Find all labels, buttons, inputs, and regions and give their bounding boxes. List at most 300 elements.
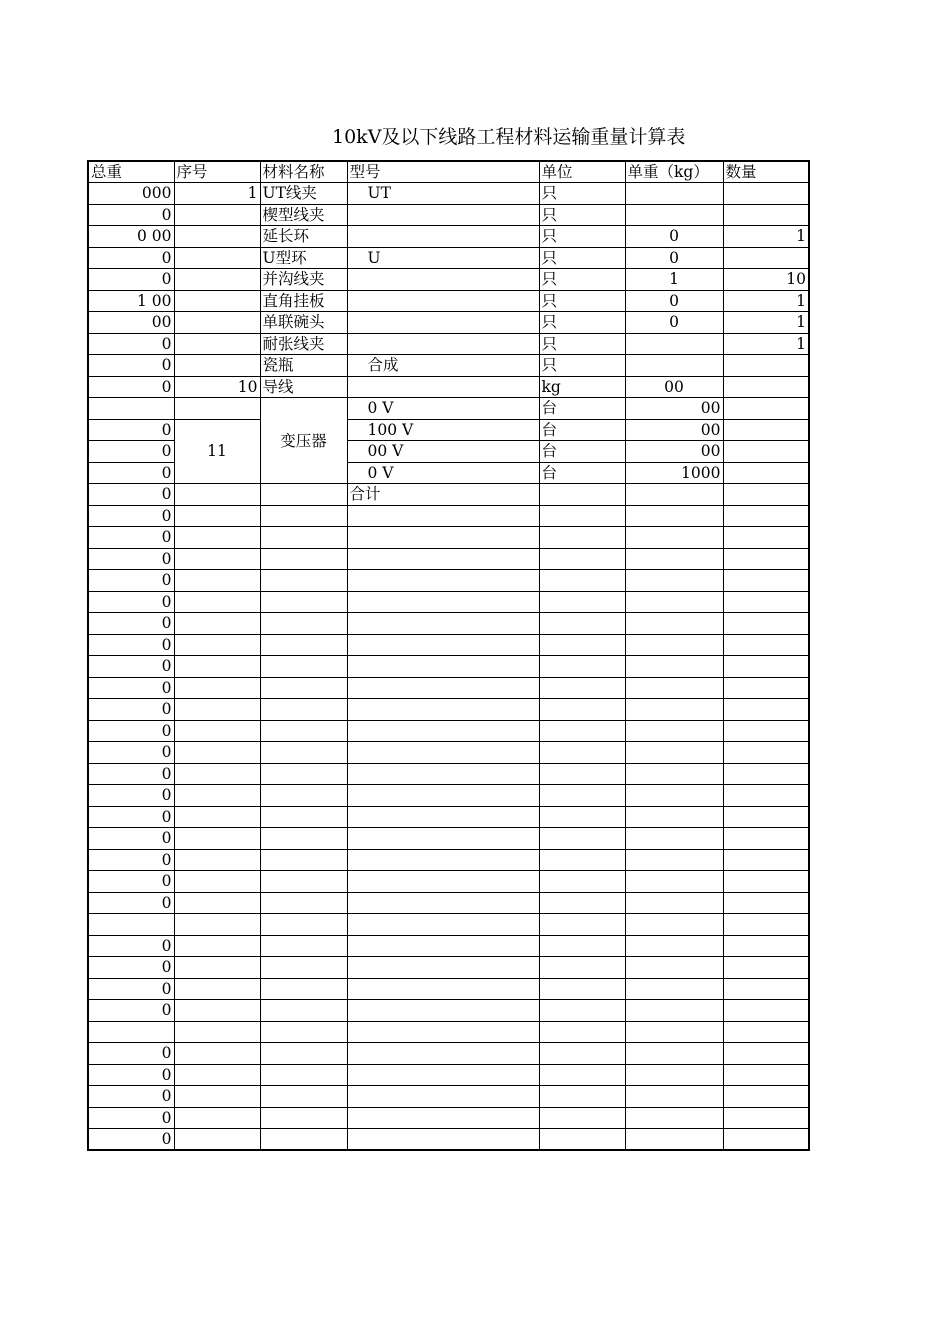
cell-total-weight[interactable]: 0: [88, 957, 174, 979]
cell-unit[interactable]: 只: [539, 333, 625, 355]
cell-empty[interactable]: [260, 656, 347, 678]
cell-total-weight[interactable]: 0: [88, 1000, 174, 1022]
cell-empty[interactable]: [347, 1064, 539, 1086]
cell-empty[interactable]: [723, 892, 809, 914]
cell-empty[interactable]: [539, 505, 625, 527]
cell-unit-weight[interactable]: 1000: [625, 462, 723, 484]
cell-model[interactable]: U: [347, 247, 539, 269]
cell-empty[interactable]: [174, 613, 260, 635]
cell-empty[interactable]: [347, 785, 539, 807]
cell-unit-weight[interactable]: 0: [625, 247, 723, 269]
cell-empty[interactable]: [539, 892, 625, 914]
cell-empty[interactable]: [174, 957, 260, 979]
cell-empty[interactable]: [539, 957, 625, 979]
cell-material-name[interactable]: 楔型线夹: [260, 204, 347, 226]
cell-quantity[interactable]: [723, 462, 809, 484]
cell-unit[interactable]: 台: [539, 441, 625, 463]
cell-model[interactable]: UT: [347, 183, 539, 205]
cell-empty[interactable]: [174, 935, 260, 957]
cell-total-weight[interactable]: 0: [88, 763, 174, 785]
cell-empty[interactable]: [723, 677, 809, 699]
cell-empty[interactable]: [723, 699, 809, 721]
cell-seq[interactable]: [174, 312, 260, 334]
cell-empty[interactable]: [539, 763, 625, 785]
cell-empty[interactable]: [723, 978, 809, 1000]
cell-empty[interactable]: [625, 570, 723, 592]
cell-empty[interactable]: [260, 1129, 347, 1151]
cell-total-weight[interactable]: 0: [88, 1064, 174, 1086]
cell-empty[interactable]: [723, 720, 809, 742]
cell-empty[interactable]: [539, 527, 625, 549]
cell-empty[interactable]: [174, 806, 260, 828]
cell-quantity[interactable]: 1: [723, 290, 809, 312]
cell-empty[interactable]: [723, 806, 809, 828]
cell-empty[interactable]: [260, 613, 347, 635]
cell-empty[interactable]: [539, 1021, 625, 1043]
cell-seq[interactable]: [174, 333, 260, 355]
cell-empty[interactable]: [539, 1086, 625, 1108]
cell-empty[interactable]: [625, 828, 723, 850]
cell-empty[interactable]: [625, 935, 723, 957]
cell-empty[interactable]: [260, 935, 347, 957]
cell-empty[interactable]: [347, 677, 539, 699]
cell-model[interactable]: [347, 226, 539, 248]
cell-empty[interactable]: [174, 1021, 260, 1043]
cell-empty[interactable]: [625, 978, 723, 1000]
cell-total-weight[interactable]: [88, 914, 174, 936]
cell-empty[interactable]: [625, 613, 723, 635]
cell-empty[interactable]: [260, 677, 347, 699]
cell-total-weight[interactable]: 0: [88, 1043, 174, 1065]
cell-empty[interactable]: [174, 720, 260, 742]
cell-empty[interactable]: [625, 1129, 723, 1151]
cell-empty[interactable]: [723, 1086, 809, 1108]
cell-empty[interactable]: [174, 1000, 260, 1022]
cell-empty[interactable]: [539, 978, 625, 1000]
cell-empty[interactable]: [347, 935, 539, 957]
cell-empty[interactable]: [174, 591, 260, 613]
cell-quantity[interactable]: 1: [723, 333, 809, 355]
cell-unit[interactable]: 只: [539, 290, 625, 312]
cell-empty[interactable]: [539, 656, 625, 678]
cell-unit-weight[interactable]: [625, 333, 723, 355]
cell-empty[interactable]: [347, 1021, 539, 1043]
cell-total-weight[interactable]: [88, 1021, 174, 1043]
cell-model[interactable]: [347, 269, 539, 291]
cell-material-name[interactable]: 耐张线夹: [260, 333, 347, 355]
cell-empty[interactable]: [539, 548, 625, 570]
cell-total-weight[interactable]: 0: [88, 1129, 174, 1151]
cell-empty[interactable]: [625, 1086, 723, 1108]
cell-empty[interactable]: [347, 548, 539, 570]
cell-quantity[interactable]: 1: [723, 226, 809, 248]
cell-unit-weight[interactable]: 00: [625, 419, 723, 441]
cell-empty[interactable]: [539, 871, 625, 893]
cell-empty[interactable]: [260, 570, 347, 592]
cell-unit[interactable]: 只: [539, 355, 625, 377]
cell-empty[interactable]: [174, 742, 260, 764]
cell-empty[interactable]: [174, 548, 260, 570]
cell-empty[interactable]: [174, 656, 260, 678]
cell-empty[interactable]: [723, 656, 809, 678]
cell-empty[interactable]: [723, 914, 809, 936]
cell-empty[interactable]: [260, 699, 347, 721]
cell-total-weight[interactable]: 0: [88, 419, 174, 441]
cell-empty[interactable]: [347, 978, 539, 1000]
cell-unit[interactable]: 台: [539, 398, 625, 420]
cell-model[interactable]: [347, 204, 539, 226]
cell-empty[interactable]: [625, 957, 723, 979]
cell-empty[interactable]: [539, 484, 625, 506]
cell-empty[interactable]: [539, 1129, 625, 1151]
cell-unit-weight[interactable]: [625, 204, 723, 226]
cell-total-weight[interactable]: 0: [88, 333, 174, 355]
cell-unit-weight[interactable]: 00: [625, 441, 723, 463]
cell-seq-transformer[interactable]: 11: [174, 419, 260, 484]
cell-empty[interactable]: [260, 892, 347, 914]
cell-empty[interactable]: [347, 806, 539, 828]
cell-empty[interactable]: [539, 914, 625, 936]
cell-empty[interactable]: [723, 1021, 809, 1043]
cell-total-weight[interactable]: 0: [88, 355, 174, 377]
cell-empty[interactable]: [539, 699, 625, 721]
cell-total-weight[interactable]: 0: [88, 871, 174, 893]
cell-empty[interactable]: [625, 871, 723, 893]
cell-unit-weight[interactable]: 1: [625, 269, 723, 291]
cell-empty[interactable]: [347, 591, 539, 613]
cell-empty[interactable]: [539, 570, 625, 592]
cell-empty[interactable]: [625, 527, 723, 549]
cell-empty[interactable]: [347, 892, 539, 914]
cell-empty[interactable]: [260, 1107, 347, 1129]
cell-total-weight[interactable]: 0: [88, 720, 174, 742]
cell-empty[interactable]: [174, 1107, 260, 1129]
cell-empty[interactable]: [625, 677, 723, 699]
cell-empty[interactable]: [625, 849, 723, 871]
cell-empty[interactable]: [625, 548, 723, 570]
cell-empty[interactable]: [174, 763, 260, 785]
cell-empty[interactable]: [174, 828, 260, 850]
cell-empty[interactable]: [625, 806, 723, 828]
cell-empty[interactable]: [347, 1129, 539, 1151]
cell-unit[interactable]: 只: [539, 312, 625, 334]
cell-material-name[interactable]: 导线: [260, 376, 347, 398]
cell-empty[interactable]: [260, 634, 347, 656]
cell-seq[interactable]: [174, 226, 260, 248]
cell-total-weight[interactable]: 0: [88, 527, 174, 549]
cell-total-weight[interactable]: 0: [88, 806, 174, 828]
cell-empty[interactable]: [174, 1129, 260, 1151]
cell-model[interactable]: [347, 312, 539, 334]
cell-empty[interactable]: [625, 699, 723, 721]
cell-empty[interactable]: [723, 527, 809, 549]
cell-empty[interactable]: [539, 785, 625, 807]
cell-quantity[interactable]: [723, 376, 809, 398]
cell-empty[interactable]: [625, 1107, 723, 1129]
cell-empty[interactable]: [539, 1000, 625, 1022]
cell-material-name[interactable]: 并沟线夹: [260, 269, 347, 291]
cell-empty[interactable]: [723, 1107, 809, 1129]
cell-model[interactable]: 100 V: [347, 419, 539, 441]
cell-quantity[interactable]: 1: [723, 312, 809, 334]
cell-material-name-transformer[interactable]: 变压器: [260, 398, 347, 484]
cell-empty[interactable]: [625, 1021, 723, 1043]
cell-total-weight[interactable]: [88, 398, 174, 420]
cell-total-weight[interactable]: 0: [88, 462, 174, 484]
cell-model[interactable]: 0 V: [347, 398, 539, 420]
cell-total-weight[interactable]: 0: [88, 247, 174, 269]
cell-empty[interactable]: [625, 1064, 723, 1086]
cell-empty[interactable]: [539, 806, 625, 828]
cell-model[interactable]: [347, 290, 539, 312]
cell-empty[interactable]: [347, 656, 539, 678]
cell-unit[interactable]: 只: [539, 269, 625, 291]
cell-empty[interactable]: [347, 1107, 539, 1129]
cell-total-weight[interactable]: 0: [88, 591, 174, 613]
cell-model[interactable]: 00 V: [347, 441, 539, 463]
cell-empty[interactable]: [723, 1064, 809, 1086]
cell-empty[interactable]: [625, 1000, 723, 1022]
cell-empty[interactable]: [625, 634, 723, 656]
cell-quantity[interactable]: [723, 247, 809, 269]
cell-empty[interactable]: [723, 935, 809, 957]
cell-empty[interactable]: [260, 1086, 347, 1108]
cell-empty[interactable]: [174, 978, 260, 1000]
cell-total-weight[interactable]: 0: [88, 656, 174, 678]
cell-empty[interactable]: [347, 957, 539, 979]
cell-empty[interactable]: [347, 828, 539, 850]
cell-empty[interactable]: [723, 849, 809, 871]
cell-empty[interactable]: [174, 1086, 260, 1108]
cell-empty[interactable]: [723, 634, 809, 656]
cell-empty[interactable]: [260, 978, 347, 1000]
cell-empty[interactable]: [174, 914, 260, 936]
cell-quantity[interactable]: [723, 183, 809, 205]
cell-empty[interactable]: [260, 1043, 347, 1065]
cell-empty[interactable]: [723, 871, 809, 893]
cell-empty[interactable]: [723, 484, 809, 506]
cell-empty[interactable]: [723, 957, 809, 979]
cell-empty[interactable]: [260, 1000, 347, 1022]
cell-empty[interactable]: [723, 591, 809, 613]
cell-empty[interactable]: [539, 613, 625, 635]
cell-empty[interactable]: [260, 849, 347, 871]
cell-empty[interactable]: [260, 828, 347, 850]
cell-material-name[interactable]: [260, 484, 347, 506]
cell-empty[interactable]: [539, 1043, 625, 1065]
cell-empty[interactable]: [174, 785, 260, 807]
cell-empty[interactable]: [723, 570, 809, 592]
cell-total-weight[interactable]: 0: [88, 505, 174, 527]
cell-empty[interactable]: [347, 527, 539, 549]
cell-empty[interactable]: [260, 785, 347, 807]
cell-total-weight[interactable]: 1 00: [88, 290, 174, 312]
cell-empty[interactable]: [625, 914, 723, 936]
cell-empty[interactable]: [174, 570, 260, 592]
cell-unit[interactable]: 只: [539, 204, 625, 226]
cell-empty[interactable]: [174, 527, 260, 549]
cell-model[interactable]: [347, 333, 539, 355]
cell-empty[interactable]: [260, 914, 347, 936]
cell-empty[interactable]: [260, 742, 347, 764]
cell-total-weight[interactable]: 0: [88, 677, 174, 699]
cell-empty[interactable]: [347, 699, 539, 721]
cell-empty[interactable]: [539, 1107, 625, 1129]
cell-empty[interactable]: [347, 849, 539, 871]
cell-empty[interactable]: [625, 484, 723, 506]
cell-empty[interactable]: [723, 1000, 809, 1022]
cell-empty[interactable]: [347, 505, 539, 527]
cell-total-weight[interactable]: 0: [88, 376, 174, 398]
cell-seq[interactable]: [174, 269, 260, 291]
cell-unit-weight[interactable]: 00: [625, 398, 723, 420]
cell-material-name[interactable]: 延长环: [260, 226, 347, 248]
cell-empty[interactable]: [260, 720, 347, 742]
cell-material-name[interactable]: U型环: [260, 247, 347, 269]
cell-empty[interactable]: [174, 849, 260, 871]
cell-total-weight[interactable]: 0: [88, 441, 174, 463]
cell-empty[interactable]: [174, 677, 260, 699]
cell-material-name[interactable]: 单联碗头: [260, 312, 347, 334]
cell-empty[interactable]: [260, 871, 347, 893]
cell-total-weight[interactable]: 0: [88, 828, 174, 850]
cell-seq[interactable]: 1: [174, 183, 260, 205]
cell-quantity[interactable]: [723, 355, 809, 377]
cell-empty[interactable]: [347, 1043, 539, 1065]
cell-empty[interactable]: [539, 1064, 625, 1086]
cell-unit[interactable]: 台: [539, 462, 625, 484]
cell-empty[interactable]: [260, 1021, 347, 1043]
cell-empty[interactable]: [347, 871, 539, 893]
cell-empty[interactable]: [174, 1064, 260, 1086]
cell-quantity[interactable]: [723, 441, 809, 463]
cell-total-label[interactable]: 合计: [347, 484, 539, 506]
cell-empty[interactable]: [260, 591, 347, 613]
cell-total-weight[interactable]: 0: [88, 570, 174, 592]
cell-empty[interactable]: [625, 742, 723, 764]
cell-unit-weight[interactable]: 0: [625, 312, 723, 334]
cell-unit-weight[interactable]: [625, 183, 723, 205]
cell-total-weight[interactable]: 0: [88, 892, 174, 914]
cell-empty[interactable]: [260, 763, 347, 785]
cell-empty[interactable]: [723, 763, 809, 785]
cell-model[interactable]: [347, 376, 539, 398]
cell-material-name[interactable]: 瓷瓶: [260, 355, 347, 377]
cell-total-weight[interactable]: 0: [88, 785, 174, 807]
cell-empty[interactable]: [539, 677, 625, 699]
cell-empty[interactable]: [174, 505, 260, 527]
cell-empty[interactable]: [625, 1043, 723, 1065]
cell-seq[interactable]: [174, 484, 260, 506]
cell-empty[interactable]: [723, 613, 809, 635]
cell-empty[interactable]: [625, 591, 723, 613]
cell-empty[interactable]: [539, 591, 625, 613]
cell-total-weight[interactable]: 0: [88, 484, 174, 506]
cell-empty[interactable]: [260, 806, 347, 828]
cell-empty[interactable]: [174, 1043, 260, 1065]
cell-unit-weight[interactable]: 0: [625, 226, 723, 248]
cell-empty[interactable]: [625, 892, 723, 914]
cell-empty[interactable]: [625, 763, 723, 785]
cell-total-weight[interactable]: 0: [88, 699, 174, 721]
cell-quantity[interactable]: [723, 398, 809, 420]
cell-empty[interactable]: [539, 849, 625, 871]
cell-empty[interactable]: [723, 1043, 809, 1065]
cell-seq[interactable]: [174, 355, 260, 377]
cell-total-weight[interactable]: 0: [88, 849, 174, 871]
cell-empty[interactable]: [347, 763, 539, 785]
cell-empty[interactable]: [539, 634, 625, 656]
cell-material-name[interactable]: UT线夹: [260, 183, 347, 205]
cell-total-weight[interactable]: 0 00: [88, 226, 174, 248]
cell-empty[interactable]: [539, 742, 625, 764]
cell-seq[interactable]: [174, 247, 260, 269]
cell-empty[interactable]: [347, 634, 539, 656]
cell-empty[interactable]: [260, 548, 347, 570]
cell-total-weight[interactable]: 0: [88, 613, 174, 635]
cell-total-weight[interactable]: 0: [88, 742, 174, 764]
cell-empty[interactable]: [174, 892, 260, 914]
cell-unit-weight[interactable]: 0: [625, 290, 723, 312]
cell-empty[interactable]: [539, 935, 625, 957]
cell-total-weight[interactable]: 0: [88, 548, 174, 570]
cell-seq[interactable]: [174, 290, 260, 312]
cell-unit[interactable]: 只: [539, 226, 625, 248]
cell-empty[interactable]: [347, 570, 539, 592]
cell-seq[interactable]: [174, 204, 260, 226]
cell-total-weight[interactable]: 000: [88, 183, 174, 205]
cell-unit[interactable]: kg: [539, 376, 625, 398]
cell-total-weight[interactable]: 0: [88, 269, 174, 291]
cell-quantity[interactable]: 10: [723, 269, 809, 291]
cell-unit-weight[interactable]: [625, 355, 723, 377]
cell-unit-weight[interactable]: 00: [625, 376, 723, 398]
cell-unit[interactable]: 台: [539, 419, 625, 441]
cell-empty[interactable]: [723, 785, 809, 807]
cell-model[interactable]: 合成: [347, 355, 539, 377]
cell-empty[interactable]: [347, 742, 539, 764]
cell-empty[interactable]: [347, 720, 539, 742]
cell-empty[interactable]: [347, 914, 539, 936]
cell-empty[interactable]: [174, 871, 260, 893]
cell-empty[interactable]: [260, 1064, 347, 1086]
cell-unit[interactable]: 只: [539, 247, 625, 269]
cell-empty[interactable]: [723, 1129, 809, 1151]
cell-empty[interactable]: [723, 548, 809, 570]
cell-empty[interactable]: [347, 613, 539, 635]
cell-total-weight[interactable]: 0: [88, 978, 174, 1000]
cell-total-weight[interactable]: 0: [88, 1086, 174, 1108]
cell-quantity[interactable]: [723, 204, 809, 226]
cell-seq[interactable]: 10: [174, 376, 260, 398]
cell-empty[interactable]: [723, 828, 809, 850]
cell-total-weight[interactable]: 0: [88, 204, 174, 226]
cell-empty[interactable]: [347, 1086, 539, 1108]
cell-empty[interactable]: [723, 505, 809, 527]
cell-empty[interactable]: [625, 656, 723, 678]
cell-empty[interactable]: [539, 828, 625, 850]
cell-total-weight[interactable]: 0: [88, 1107, 174, 1129]
cell-total-weight[interactable]: 00: [88, 312, 174, 334]
cell-empty[interactable]: [625, 720, 723, 742]
cell-empty[interactable]: [625, 785, 723, 807]
cell-empty[interactable]: [260, 527, 347, 549]
cell-empty[interactable]: [260, 957, 347, 979]
cell-seq[interactable]: [174, 398, 260, 420]
cell-unit[interactable]: 只: [539, 183, 625, 205]
cell-quantity[interactable]: [723, 419, 809, 441]
cell-material-name[interactable]: 直角挂板: [260, 290, 347, 312]
